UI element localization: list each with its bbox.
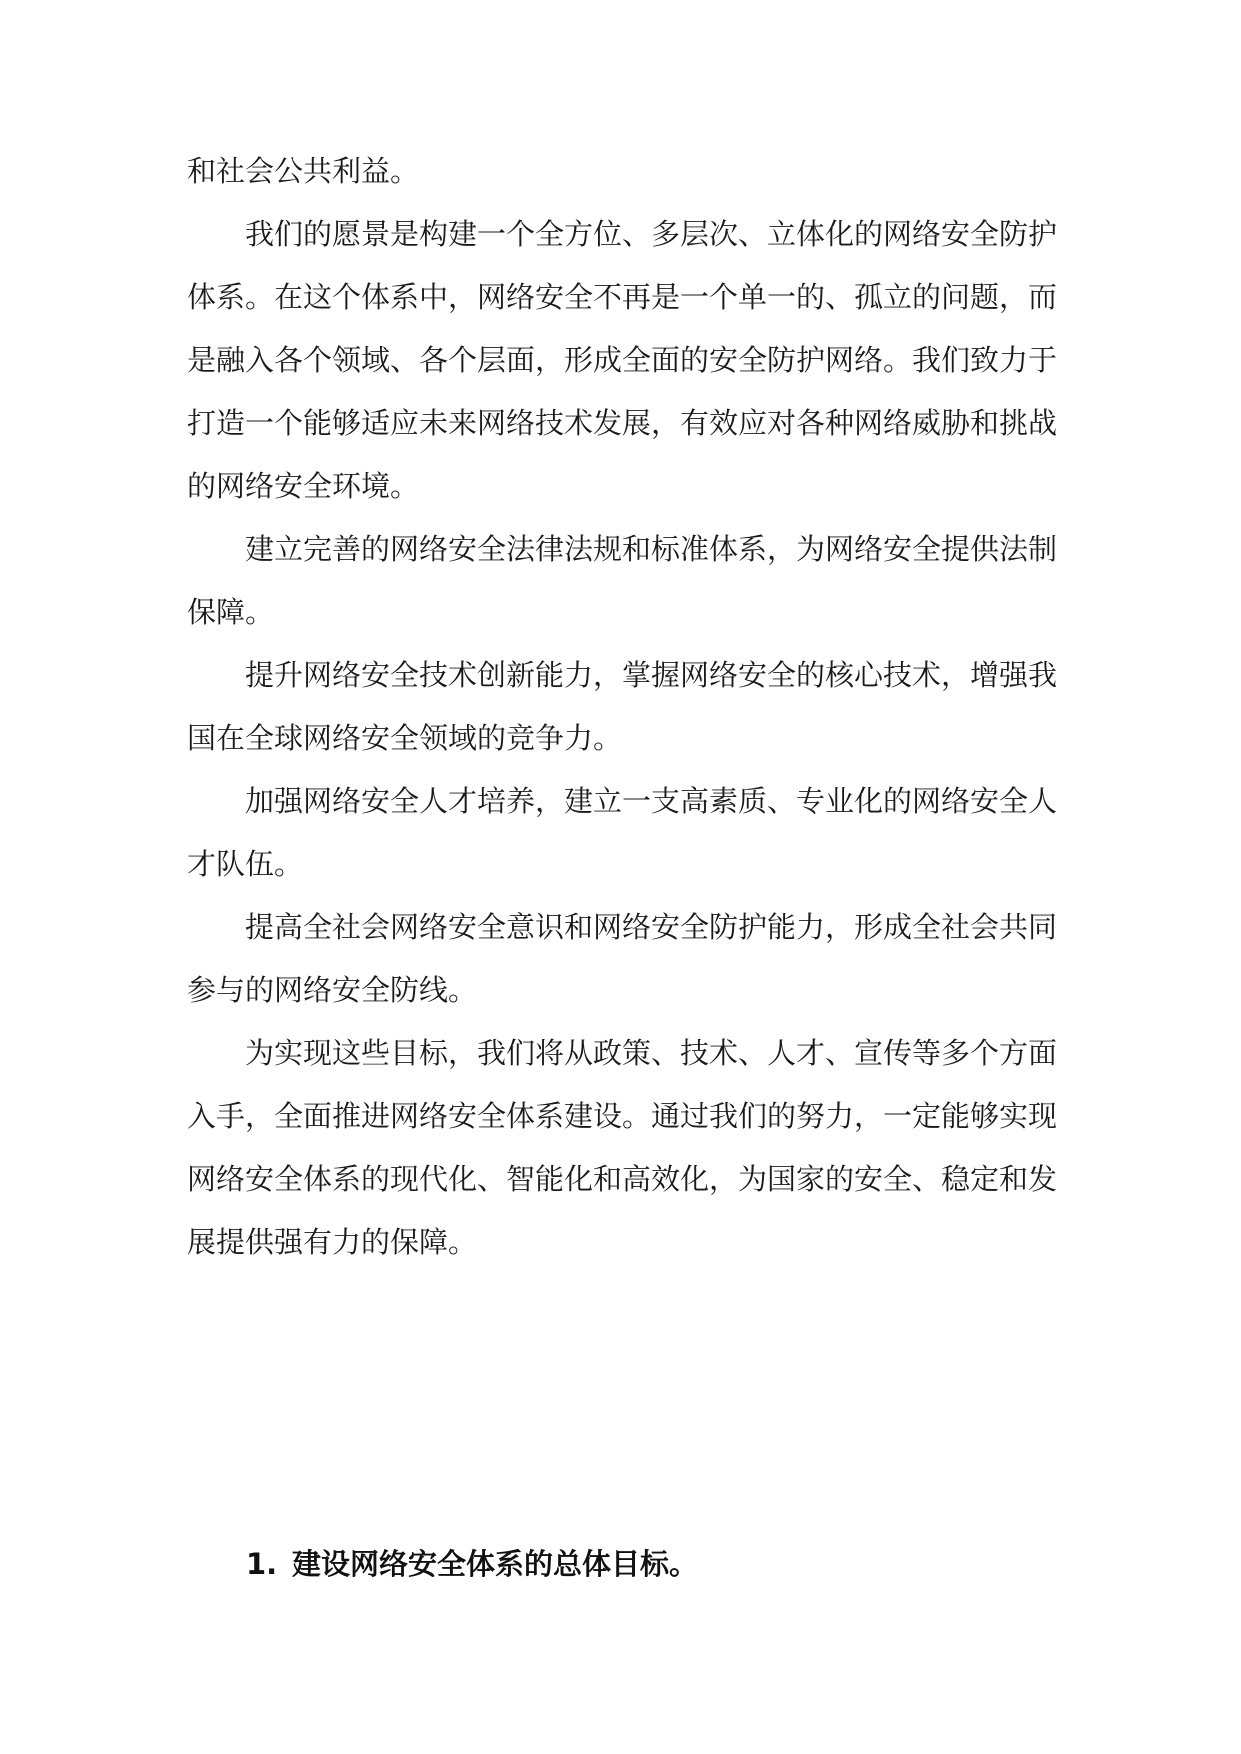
body-text bbox=[187, 140, 1057, 1274]
section-number: 1. bbox=[246, 1547, 278, 1581]
section-heading bbox=[246, 1544, 698, 1584]
paragraph-1: 和社会公共利益。 bbox=[187, 154, 420, 188]
paragraph-4: 提升网络安全技术创新能力，掌握网络安全的核心技术，增强我国在全球网络安全领域的竞争力。 bbox=[187, 658, 1058, 755]
paragraph-2: 我们的愿景是构建一个全方位、多层次、立体化的网络安全防护体系。在这个体系中，网络安全不再是一个单一的、孤立的问题，而是融入各个领域、各个层面，形成全面的安全防护网络。我们致力于打造一个能够适应未来网络技术发展，有效应对各种网络威胁和挑战的网络安全环境。 bbox=[187, 217, 1058, 503]
paragraph-7: 为实现这些目标，我们将从政策、技术、人才、宣传等多个方面入手，全面推进网络安全体系建设。通过我们的努力，一定能够实现网络安全体系的现代化、智能化和高效化，为国家的安全、稳定和发展提供强有力的保障。 bbox=[187, 1036, 1058, 1259]
paragraph-5: 加强网络安全人才培养，建立一支高素质、专业化的网络安全人才队伍。 bbox=[187, 784, 1058, 881]
paragraph-6: 提高全社会网络安全意识和网络安全防护能力，形成全社会共同参与的网络安全防线。 bbox=[187, 910, 1058, 1007]
paragraph-3: 建立完善的网络安全法律法规和标准体系，为网络安全提供法制保障。 bbox=[187, 532, 1058, 629]
section-title: 建设网络安全体系的总体目标。 bbox=[292, 1547, 699, 1581]
